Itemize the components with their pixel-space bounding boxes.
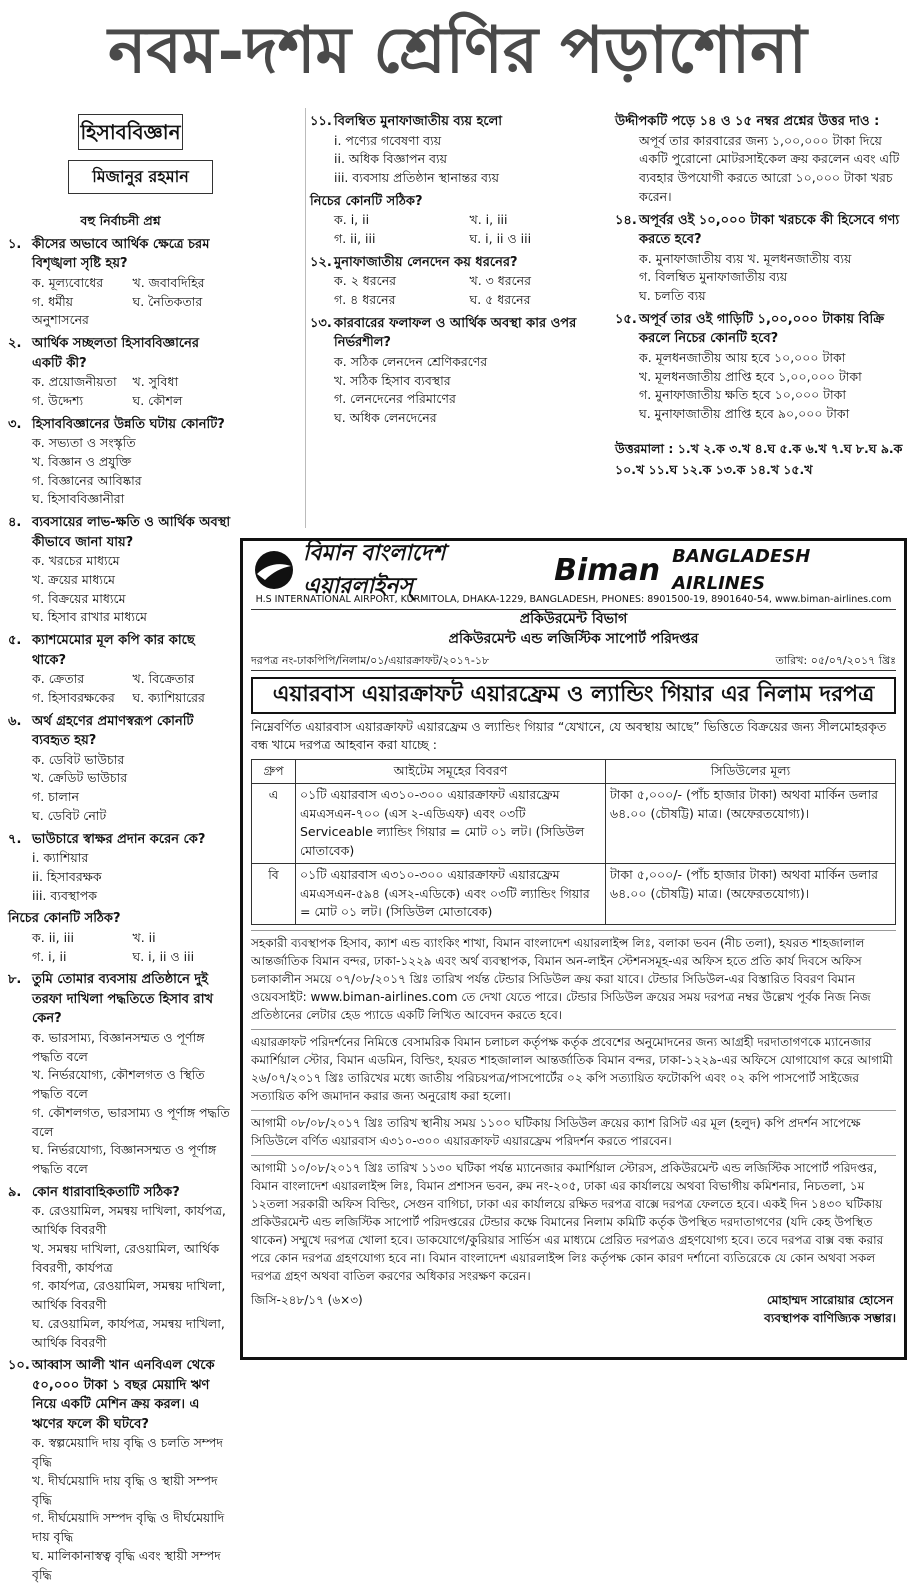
question-option: ক. স্বল্পমেয়াদি দায় বৃদ্ধি ও চলতি সম্পদ বৃদ্ধি [32, 1435, 223, 1469]
question-text: অপূর্বর ওই ১০,০০০ টাকা খরচকে কী হিসেবে গণ্য করতে হবে? [639, 212, 900, 247]
question-number: ৪. [8, 515, 22, 530]
question-number: ৩. [8, 416, 22, 432]
question-text: কারবারের ফলাফল ও আর্থিক অবস্থা কার ওপর নির্ভরশীল? [334, 315, 577, 351]
question-heading [8, 1356, 233, 1434]
logo-english-text: BANGLADESH AIRLINES [672, 546, 811, 594]
question-option: গ. ধর্মীয় অনুশাসনের [32, 293, 89, 328]
answer-key: উত্তরমালা : ১.খ ২.ক ৩.খ ৪.ঘ ৫.ক ৬.খ ৭.ঘ ৮.ঘ ৯.ক ১০.খ ১১.ঘ ১২.ক ১৩.ক ১৪.খ ১৫.খ [615, 440, 903, 477]
option-pair-row [8, 689, 233, 708]
question-number: ১. [8, 236, 22, 252]
reference-row [251, 653, 896, 671]
question-option: খ. ক্রেডিট ভাউচার [32, 770, 128, 786]
question-heading [310, 112, 605, 132]
question-option: ঘ. মুনাফাজাতীয় প্রাপ্তি হবে ৯০,০০০ টাকা [639, 406, 850, 421]
question-option: খ. ক্রয়ের মাধ্যমে [32, 571, 116, 587]
question-number: ১১. [310, 114, 332, 129]
price-cell: টাকা ৫,০০০/- (পাঁচ হাজার টাকা) অথবা মার্কিন ডলার ৬৪.০০ (চৌষট্টি) মাত্র। (অফেরতযোগ্য)। [606, 783, 896, 863]
question-option: ঘ. মালিকানাস্বত্ব বৃদ্ধি এবং স্থায়ী সম্পদ বৃদ্ধি [32, 1547, 221, 1582]
airline-logo [251, 541, 896, 599]
question-option: ঘ. ক্যাশিয়ারের [132, 689, 205, 705]
question-option: গ. দীর্ঘমেয়াদি সম্পদ বৃদ্ধি ও দীর্ঘমেয়াদি দায় বৃদ্ধি [32, 1510, 225, 1544]
question-heading [8, 1183, 233, 1203]
author-name: মিজানুর রহমান [68, 160, 213, 194]
question-number: ১৩. [310, 315, 332, 331]
question-text: ভাউচারে স্বাক্ষর প্রদান করেন কে? [32, 831, 206, 847]
biman-bird-icon [251, 550, 297, 590]
question-heading [8, 712, 233, 751]
article-column-2 [310, 108, 605, 528]
question-option: ii. হিসাবরক্ষক [32, 868, 102, 884]
subject-title: হিসাববিজ্ঞান [78, 114, 183, 150]
question-option: ক. সভ্যতা ও সংস্কৃতি [32, 435, 136, 450]
question-number: ৭. [8, 831, 22, 847]
table-header-description: আইটেম সমূহের বিবরণ [296, 760, 606, 784]
question-text: মুনাফাজাতীয় লেনদেন কয় ধরনের? [334, 254, 518, 270]
group-cell: এ [252, 783, 296, 863]
question-text: তুমি তোমার ব্যবসায় প্রতিষ্ঠানে দুই তরফা দাখিলা পদ্ধতিতে হিসাব রাখ কেন? [32, 972, 214, 1027]
option-pair-row [8, 274, 233, 293]
question-list-part-4 [615, 211, 907, 424]
question-option: i. ক্যাশিয়ার [32, 850, 89, 865]
question-option: ক. রেওয়ামিল, সমন্বয় দাখিলা, কার্যপত্র, আর্থিক বিবরণী [32, 1203, 226, 1237]
question-number: ১০. [8, 1358, 30, 1374]
question-option: খ. বিজ্ঞান ও প্রযুক্তি [32, 453, 132, 469]
question-number: ১৪. [615, 212, 637, 228]
question-option: ঘ. হিসাব রাখার মাধ্যমে [32, 609, 147, 625]
question-subprompt-text: নিচের কোনটি সঠিক? [8, 911, 121, 927]
question-option: iii. ব্যবস্থাপক [32, 887, 98, 903]
option-pair-row [8, 392, 233, 411]
gd-number: জিসি-২৪৮/১৭ (৬×৩) [251, 1293, 363, 1308]
tender-paragraph-inspection-permit: এয়ারক্রাফট পরিদর্শনের নিমিত্তে বেসামরিক বিমান চলাচল কর্তৃপক্ষ কর্তৃক প্রবেশের অনুমোদনের জন্য আগ্রহী দরদাতাগণকে ম্যানেজার কমার্শিয়াল স্টোর, বিমান এডমিন, বিল্ডিং, হযরত শাহজালাল আন্তর্জাতিক বিমান বন্দর, ঢাকা-১২২৯-এর অফিসে যোগাযোগ করে আগামী ২৬/০৭/২০১৭ খ্রিঃ তারিখের মধ্যে জাতীয় পরিচয়পত্র/পাসপোর্টের ০২ কপি সত্যায়িত ফটোকপি এবং ০২ কপি পাসপোর্ট সাইজের সত্যায়িত কপি জমাদান করার জন্য অনুরোধ করা হলো। [251, 1029, 896, 1105]
question-option: ক. ভারসাম্য, বিজ্ঞানসম্মত ও পূর্ণাঙ্গ পদ্ধতি বলে [32, 1029, 205, 1064]
question-heading [310, 314, 605, 353]
question-option: গ. i, ii [32, 948, 67, 964]
sub-department-name: প্রকিউরমেন্ট এন্ড লজিস্টিক সাপোর্ট পরিদপ্তর [448, 630, 699, 647]
page-banner-title: নবম-দশম শ্রেণির পড়াশোনা [108, 13, 807, 88]
question-option: খ. বিক্রেতার [132, 671, 195, 686]
table-header-group: গ্রুপ [252, 760, 296, 784]
question-option: গ. কৌশলগত, ভারসাম্য ও পূর্ণাঙ্গ পদ্ধতি বলে [32, 1104, 230, 1139]
option-pair-row [8, 373, 233, 392]
question-option: ঘ. রেওয়ামিল, কার্যপত্র, সমন্বয় দাখিলা, আর্থিক বিবরণী [32, 1315, 225, 1350]
question-option: খ. ii [132, 929, 156, 945]
tender-table [251, 759, 896, 925]
question-heading [310, 253, 605, 273]
question-text: ব্যবসায়ের লাভ-ক্ষতি ও আর্থিক অবস্থা কীভাবে জানা যায়? [32, 515, 231, 550]
tender-paragraph-inspection: আগামী ০৮/০৮/২০১৭ খ্রিঃ তারিখ স্থানীয় সময় ১১০০ ঘটিকায় সিডিউল ক্রয়ের ক্যাশ রিসিট এর মূল (হলুদ) কপি প্রদর্শন সাপেক্ষে সিডিউলে বর্ণিত এয়ারবাস এ৩১০-৩০০ এয়ারক্রাফট এয়ারফ্রেম পরিদর্শন করতে পারবেন। [251, 1110, 896, 1150]
question-heading [8, 235, 233, 274]
question-option: ঘ. চলতি ব্যয় [639, 288, 706, 303]
question-option: iii. ব্যবসায় প্রতিষ্ঠান স্থানান্তর ব্যয় [334, 170, 500, 185]
tender-advertisement [240, 538, 907, 1360]
article-column-1 [8, 108, 233, 1582]
question-option: ঘ. ডেবিট নোট [32, 807, 107, 823]
question-list-part-2 [310, 112, 605, 428]
question-option: গ. বিক্রয়ের মাধ্যমে [32, 590, 126, 606]
question-option: খ. জবাবদিহির [132, 274, 205, 290]
option-pair-row [310, 211, 605, 230]
question-option: ii. অধিক বিজ্ঞাপন ব্যয় [334, 151, 448, 167]
question-option: ঘ. অধিক লেনদেনের [334, 410, 437, 425]
tender-reference: দরপত্র নং-ঢাকপিপি/নিলাম/০১/এয়ারক্রাফট/২০১৭-১৮ [251, 654, 490, 668]
question-text: হিসাববিজ্ঞানের উন্নতি ঘটায় কোনটি? [32, 416, 225, 432]
question-option: ক. ii, iii [32, 929, 75, 945]
tender-date: তারিখ: ০৫/০৭/২০১৭ খ্রিঃ [775, 654, 896, 668]
question-option: ক. ২ ধরনের [334, 273, 397, 289]
question-text: বিলম্বিত মুনাফাজাতীয় ব্যয় হলো [334, 114, 503, 129]
question-number: ১২. [310, 254, 332, 270]
airline-address: H.S INTERNATIONAL AIRPORT, KURMITOLA, DHAKA-1229, BANGLADESH, PHONES: 8901500-19, 8901640-54, www.biman-airlines.com [251, 593, 896, 610]
question-option: গ. চালান [32, 789, 79, 804]
question-heading [615, 211, 907, 250]
question-option: ঘ. নির্ভরযোগ্য, বিজ্ঞানসম্মত ও পূর্ণাঙ্গ পদ্ধতি বলে [32, 1142, 217, 1176]
question-option: খ. i, iii [469, 212, 508, 228]
stem-text: অপূর্ব তার কারবারের জন্য ১,০০,০০০ টাকা দিয়ে একটি পুরোনো মোটরসাইকেল ক্রয় করলেন এবং এটি ব্যবহার উপযোগী করতে আরো ১০,০০০ টাকা খরচ করেন। [639, 132, 900, 204]
stem-heading: উদ্দীপকটি পড়ে ১৪ ও ১৫ নম্বর প্রশ্নের উত্তর দাও : [615, 114, 880, 129]
question-text: আব্বাস আলী খান এনবিএল থেকে ৫০,০০০ টাকা ১ বছর মেয়াদি ঋণ নিয়ে একটি মেশিন ক্রয় করল। এ ঋণের ফলে কী ঘটবে? [32, 1358, 215, 1432]
question-subprompt-text: নিচের কোনটি সঠিক? [310, 193, 423, 209]
question-option: ক. ডেবিট ভাউচার [32, 751, 125, 767]
question-option: খ. মূলধনজাতীয় প্রাপ্তি হবে ১,০০,০০০ টাকা [639, 368, 862, 384]
price-cell: টাকা ৫,০০০/- (পাঁচ হাজার টাকা) অথবা মার্কিন ডলার ৬৪.০০ (চৌষট্টি) মাত্র। (অফেরতযোগ্য)। [606, 863, 896, 924]
description-cell: ০১টি এয়ারবাস এ৩১০-৩০০ এয়ারক্রাফট এয়ারফ্রেম এমএসএন-৭০০ (এস ২-এডিএফ) এবং ০৩টি Serviceable ল্যান্ডিং গিয়ার = মোট ০১ লট। (সিডিউল মোতাবেক) [296, 783, 606, 863]
question-number: ১৫. [615, 311, 637, 327]
question-heading [615, 310, 907, 349]
question-option: ক. প্রয়োজনীয়তা [32, 374, 117, 389]
option-pair-row [310, 272, 605, 291]
tender-paragraph-submission: আগামী ১০/০৮/২০১৭ খ্রিঃ তারিখ ১১৩০ ঘটিকা পর্যন্ত ম্যানেজার কমার্শিয়াল স্টোরস, প্রকিউরমেন্ট এন্ড লজিস্টিক সাপোর্ট পরিদপ্তর, বিমান বাংলাদেশ এয়ারলাইন্স লিঃ, বিমান প্রশাসন ভবন, রুম নং-২০৫, ঢাকা এর কার্যালয়ে অথবা বিভাগীয় কমিশনার, নিচতলা, ১ম ১২তলা সরকারী অফিস বিল্ডিং, সেগুন বাগিচা, ঢাকা এর কার্যালয়ে রক্ষিত দরপত্র বাক্সে দরপত্র ফেলতে হবে। একই দিন ১৪৩০ ঘটিকায় প্রকিউরমেন্ট এন্ড লজিস্টিক সাপোর্ট পরিদপ্তরের টেন্ডার কক্ষে বিমানের নিলাম কমিটি কর্তৃক উপস্থিত দরদাতাগণের (যদি কেহ উপস্থিত থাকেন) সম্মুখে দরপত্র খোলা হবে। ডাকযোগে/কুরিয়ার সার্ভিস এর মাধ্যমে প্রেরিত দরপত্রও গ্রহণযোগ্য হবে। তবে দরপত্র বাক্স বন্ধ করার পরে কোন দরপত্র গ্রহণযোগ্য হবে না। বিমান বাংলাদেশ এয়ারলাইন্স লিঃ কর্তৃপক্ষ কোন কারণ দর্শানো ব্যতিরেকে যে কোন অথবা সকল দরপত্র গ্রহণ অথবা বাতিল করণের অধিকার সংরক্ষণ করেন। [251, 1155, 896, 1285]
question-text: আর্থিক সচ্ছলতা হিসাববিজ্ঞানের একটি কী? [32, 336, 199, 371]
question-option: ঘ. ৫ ধরনের [469, 292, 531, 307]
question-text: কোন ধারাবাহিকতাটি সঠিক? [32, 1184, 180, 1200]
signer-name: মোহাম্মদ সারোয়ার হোসেন [766, 1293, 894, 1308]
table-row [252, 863, 896, 924]
question-option: ঘ. কৌশল [132, 392, 183, 408]
question-option: ঘ. i, ii ও iii [132, 948, 195, 964]
question-text: কীসের অভাবে আর্থিক ক্ষেত্রে চরম বিশৃঙ্খলা সৃষ্টি হয়? [32, 236, 210, 272]
question-option: খ. নির্ভরযোগ্য, কৌশলগত ও স্থিতি পদ্ধতি বলে [32, 1067, 205, 1101]
question-option: গ. ৪ ধরনের [334, 292, 396, 307]
article-column-3 [615, 108, 907, 528]
question-option: গ. কার্যপত্র, রেওয়ামিল, সমন্বয় দাখিলা, আর্থিক বিবরণী [32, 1278, 226, 1312]
question-number: ৫. [8, 633, 22, 648]
question-option: ঘ. নৈতিকতার [132, 293, 203, 309]
tender-intro: নিম্নেবর্ণিত এয়ারবাস এয়ারক্রাফট এয়ারফ্রেম ও ল্যান্ডিং গিয়ার “যেখানে, যে অবস্থায় আছে” ভিত্তিতে বিক্রয়ের জন্য সীলমোহরকৃত বন্ধ খামে দরপত্র আহবান করা যাচ্ছে : [251, 718, 887, 753]
question-option: খ. দীর্ঘমেয়াদি দায় বৃদ্ধি ও স্থায়ী সম্পদ বৃদ্ধি [32, 1472, 218, 1507]
question-option: গ. বিলম্বিত মুনাফাজাতীয় ব্যয় [639, 269, 788, 285]
question-heading [8, 334, 233, 373]
question-number: ৯. [8, 1184, 22, 1200]
logo-bangla-text: বিমান বাংলাদেশ এয়ারলাইনস্ [303, 541, 446, 599]
question-option: গ. মুনাফাজাতীয় ক্ষতি হবে ১০,০০০ টাকা [639, 387, 846, 403]
department-name: প্রকিউরমেন্ট বিভাগ [519, 611, 628, 628]
question-option: খ. সমন্বয় দাখিলা, রেওয়ামিল, আর্থিক বিবরণী, কার্যপত্র [32, 1240, 220, 1275]
question-heading [8, 830, 233, 850]
description-cell: ০১টি এয়ারবাস এ৩১০-৩০০ এয়ারক্রাফট এয়ারফ্রেম এমএসএন-৫৯৪ (এস২-এডিকে) এবং ০৩টি ল্যান্ডিং গিয়ার = মোট ০১ লট। (সিডিউল মোতাবেক) [296, 863, 606, 924]
question-list-part-1 [8, 235, 233, 1584]
question-option: ক. মূল্যবোধের [32, 274, 104, 290]
tender-title: এয়ারবাস এয়ারক্রাফট এয়ারফ্রেম ও ল্যান্ডিং গিয়ার এর নিলাম দরপত্র [251, 677, 896, 714]
question-option: গ. উদ্দেশ্য [32, 392, 84, 408]
question-number: ৮. [8, 972, 22, 988]
question-option: ঘ. i, ii ও iii [469, 231, 532, 246]
logo-name-text: Biman [554, 552, 661, 588]
question-option: ক. মূলধনজাতীয় আয় হবে ১০,০০০ টাকা [639, 349, 846, 365]
tender-paragraph-schedule: সহকারী ব্যবস্থাপক হিসাব, ক্যাশ এন্ড ব্যাংকিং শাখা, বিমান বাংলাদেশ এয়ারলাইন্স লিঃ, বলাকা ভবন (নীচ তলা), হযরত শাহজালাল আন্তর্জাতিক বিমান বন্দর, ঢাকা-১২২৯ এবং অর্থ ব্যবস্থাপক, বিমান অন-লাইন স্টেশনসমূহ-এর অফিস হতে প্রতি কার্য দিবসে অফিস চলাকালীন সময়ে ০৭/০৮/২০১৭ খ্রিঃ তারিখ পর্যন্ত টেন্ডার সিডিউল ক্রয় করা যাবে। টেন্ডার সিডিউল-এর বিস্তারিত বিবরণ বিমান ওয়েবসাইট: www.biman-airlines.com তে দেখা যেতে পারে। টেন্ডার সিডিউল ক্রয়ের সময় দরপত্র নম্বর উল্লেখ পূর্বক নিজ নিজ প্রতিষ্ঠানের লেটার হেড প্যাডে একটি লিখিত আবেদন করতে হবে। [251, 930, 896, 1024]
option-pair-row [8, 948, 233, 967]
question-number: ৬. [8, 713, 22, 729]
question-heading [8, 415, 233, 435]
signature-block [251, 1291, 896, 1327]
question-option: ক. মুনাফাজাতীয় ব্যয় খ. মূলধনজাতীয় ব্যয় [639, 250, 852, 266]
question-option: গ. লেনদেনের পরিমাণের [334, 391, 456, 407]
question-heading [8, 631, 233, 670]
table-row [252, 783, 896, 863]
question-option: i. পণ্যের গবেষণা ব্যয় [334, 132, 442, 148]
question-text: অপূর্ব তার ওই গাড়িটি ১,০০,০০০ টাকায় বিক্রি করলে নিচের কোনটি হবে? [639, 311, 885, 347]
question-option: ঘ. হিসাববিজ্ঞানীরা [32, 491, 125, 507]
group-cell: বি [252, 863, 296, 924]
option-pair-row [8, 670, 233, 689]
question-option: ক. i, ii [334, 212, 370, 228]
question-option: গ. হিসাবরক্ষকের [32, 689, 115, 705]
option-pair-row [8, 929, 233, 948]
question-subprompt [310, 192, 605, 212]
option-pair-row [8, 293, 233, 331]
question-option: খ. সুবিধা [132, 374, 179, 389]
question-option: খ. সঠিক হিসাব ব্যবস্থার [334, 372, 451, 388]
section-heading: বহু নির্বাচনী প্রশ্ন [80, 213, 161, 228]
question-heading [8, 970, 233, 1029]
question-option: খ. ৩ ধরনের [469, 273, 531, 289]
question-option: ক. খরচের মাধ্যমে [32, 553, 120, 568]
question-number: ২. [8, 336, 22, 351]
option-pair-row [310, 230, 605, 249]
column-divider [305, 108, 306, 528]
option-pair-row [310, 291, 605, 310]
question-heading [8, 513, 233, 552]
question-text: অর্থ গ্রহণের প্রমাণস্বরূপ কোনটি ব্যবহৃত হয়? [32, 713, 194, 748]
question-option: ক. ক্রেতার [32, 671, 85, 686]
question-subprompt [8, 909, 233, 929]
table-header-price: সিডিউলের মূল্য [606, 760, 896, 784]
question-text: ক্যাশমেমোর মূল কপি কার কাছে থাকে? [32, 633, 195, 668]
question-option: গ. বিজ্ঞানের আবিষ্কার [32, 472, 142, 488]
question-option: ক. সঠিক লেনদেন শ্রেণিকরণের [334, 353, 488, 369]
signer-title: ব্যবস্থাপক বাণিজ্যিক সম্ভার। [764, 1311, 896, 1326]
question-option: গ. ii, iii [334, 231, 376, 246]
